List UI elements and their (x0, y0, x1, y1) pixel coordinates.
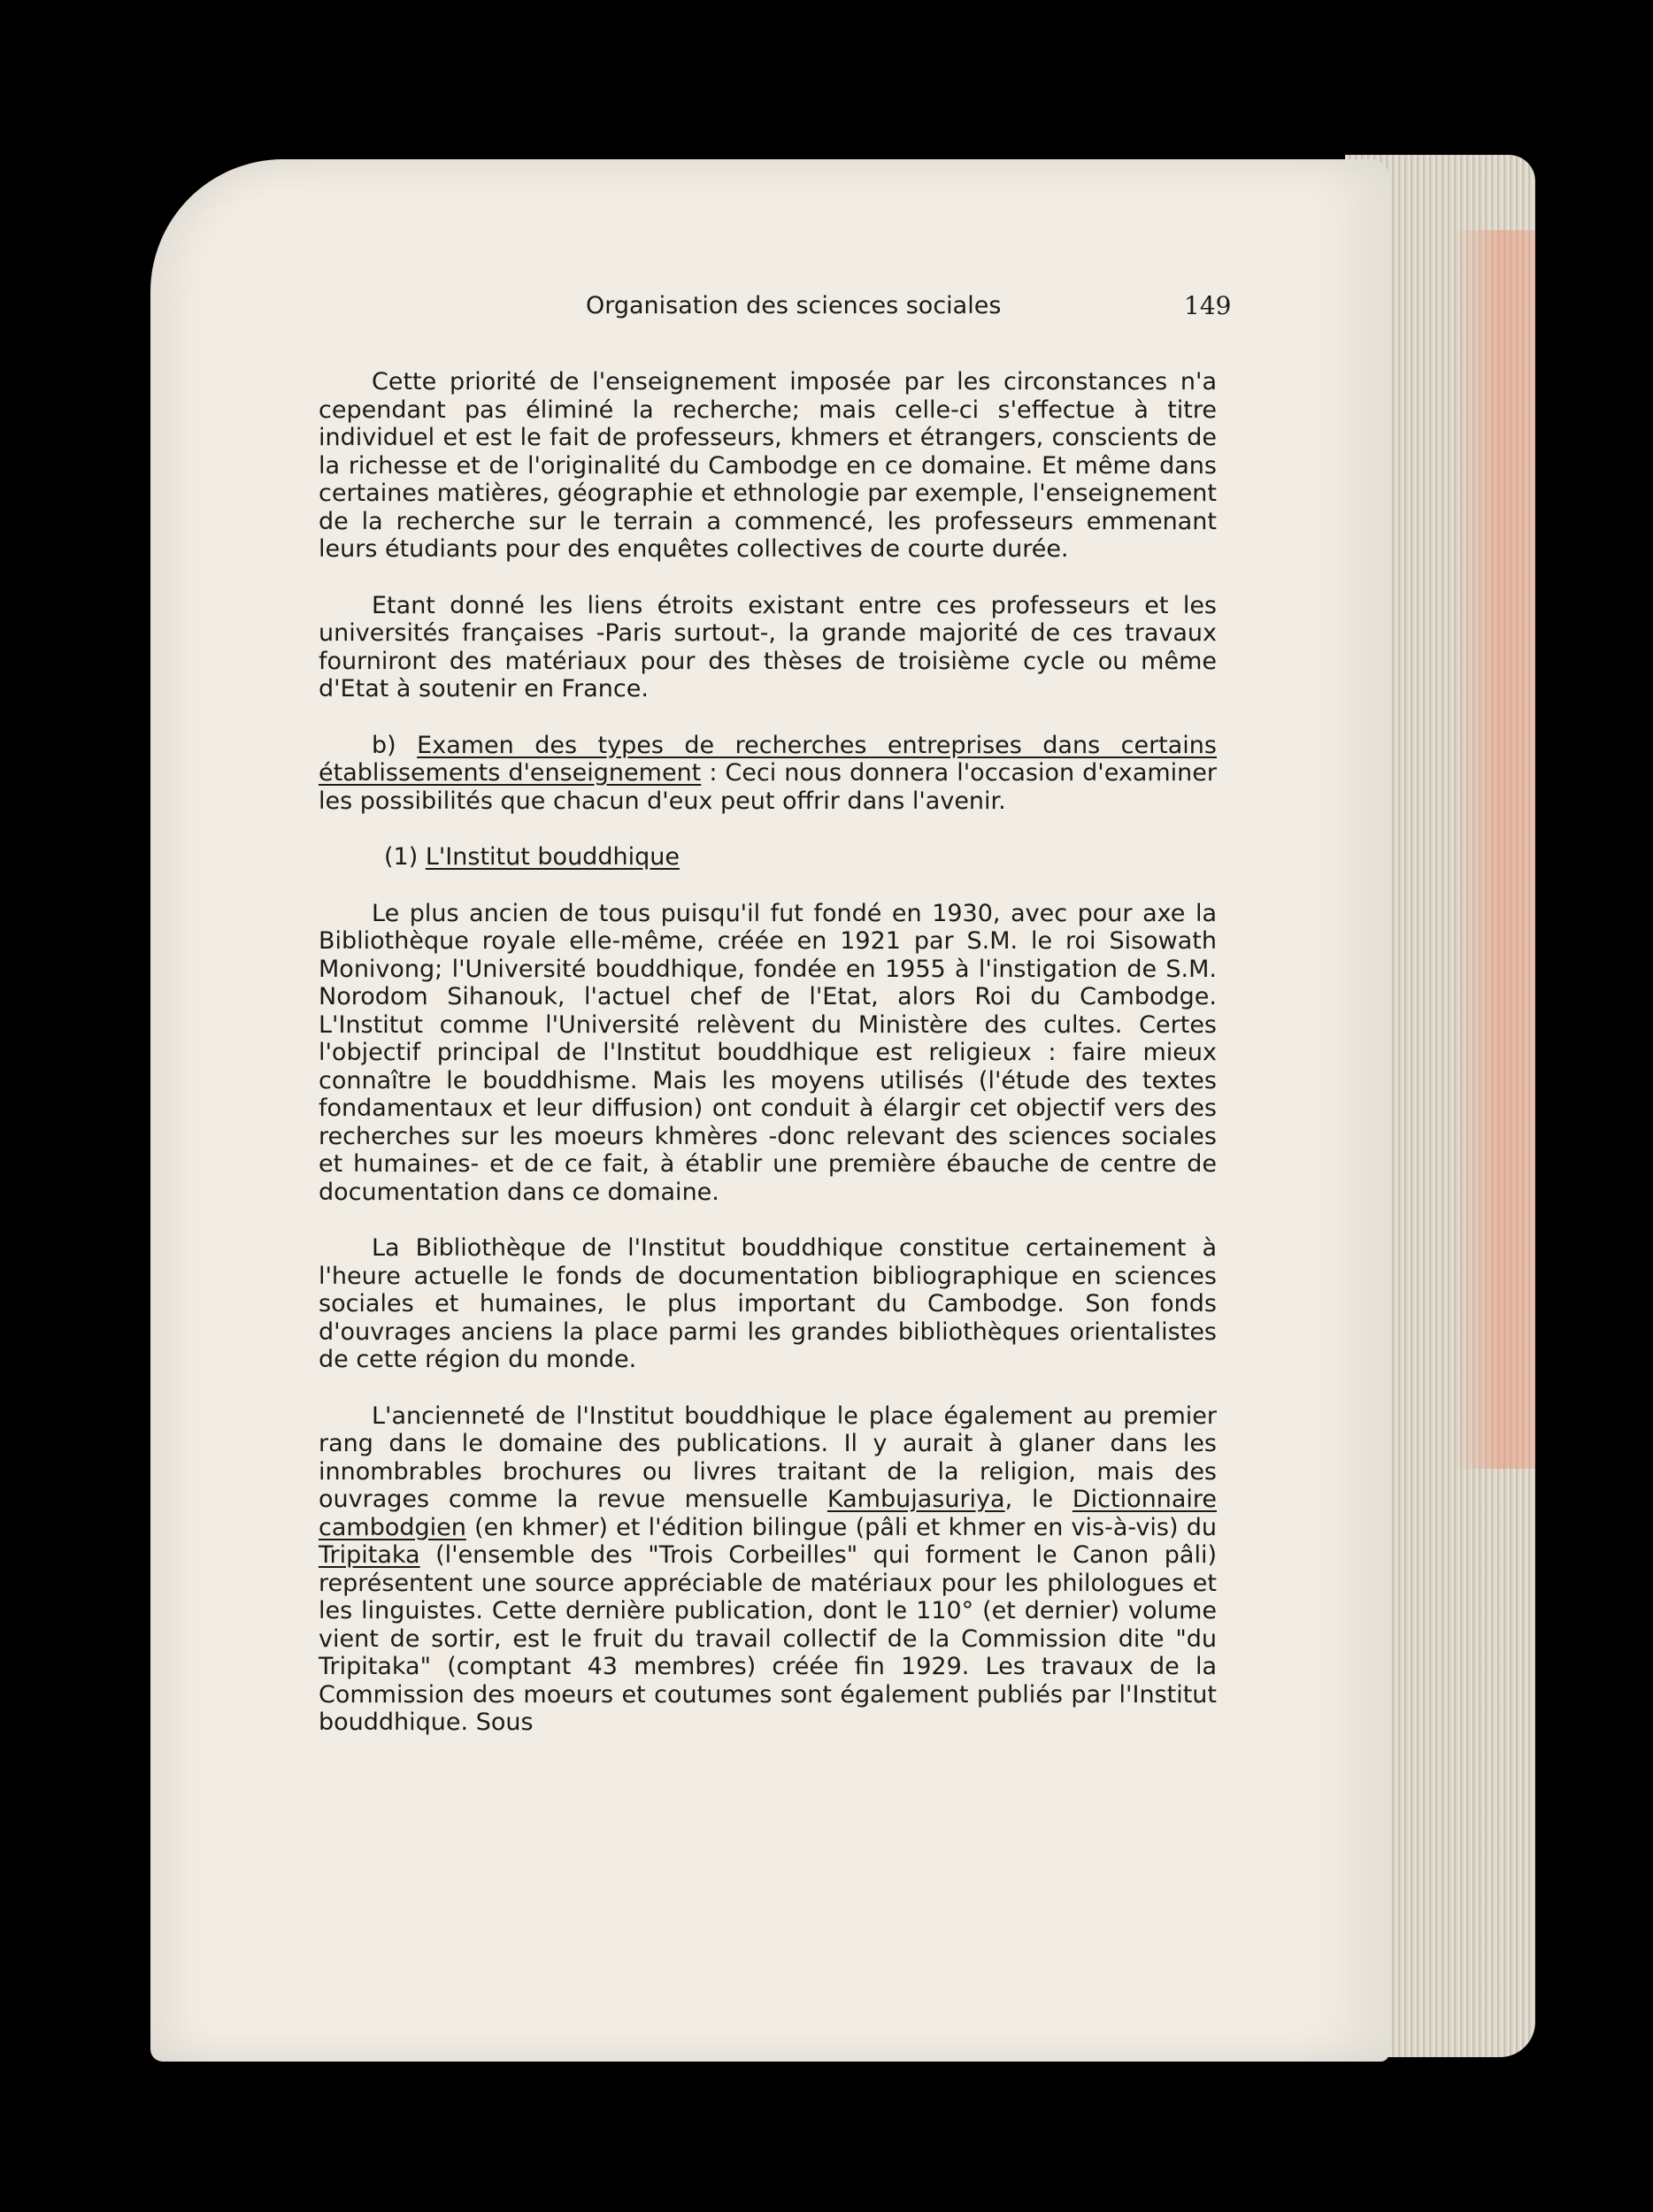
page-number: 149 (1184, 291, 1232, 320)
paragraph-6-part-c: (en khmer) et l'édition bilingue (pâli et khmer en vis-à-vis) du (474, 1513, 1217, 1541)
running-title: Organisation des sciences sociales (586, 292, 1002, 319)
section-number: (1) (384, 843, 419, 871)
paragraph-6-part-b: , le (1004, 1486, 1054, 1513)
title-tripitaka: Tripitaka (319, 1541, 420, 1569)
running-header (319, 291, 1232, 327)
paragraph-6-part-d: (l'ensemble des "Trois Corbeilles" qui forment le Canon pâli) représentent une source appréciable de matériaux pour les philologues et les linguistes. Cette dernière publication, dont le 110° (et dernier) volume vient de sortir, est le fruit du travail collectif de la Commission dite "du Tripitaka" (comptant 43 membres) créée fin 1929. Les travaux de la Commission des moeurs et coutumes sont également publiés par l'Institut bouddhique. Sous (319, 1541, 1217, 1736)
section-heading (319, 843, 1217, 872)
paragraph-1: Cette priorité de l'enseignement imposée par les circonstances n'a cependant pas éliminé la recherche; mais celle-ci s'effectue à titre individuel et est le fait de professeurs, khmers et étrangers, conscients de la richesse et de l'originalité du Cambodge en ce domaine. Et même dans certaines matières, géographie et ethnologie par exemple, l'enseignement de la recherche sur le terrain a commencé, les professeurs emmenant leurs étudiants pour des enquêtes collectives de courte durée. (319, 368, 1217, 563)
page-edge-reflection (1451, 230, 1535, 1469)
title-dictionnaire: Dictionnaire cambodgien (319, 1486, 1217, 1541)
list-marker: b) (372, 731, 396, 759)
section-title: L'Institut bouddhique (425, 843, 680, 871)
paragraph-3-text: : Ceci nous donnera l'occasion d'examiner les possibilités que chacun d'eux peut offrir dans l'avenir. (319, 759, 1217, 815)
page-text (319, 291, 1232, 1765)
paragraph-5: La Bibliothèque de l'Institut bouddhique constitue certainement à l'heure actuelle le fonds de documentation bibliographique en sciences sociales et humaines, le plus important du Cambodge. Son fonds d'ouvrages anciens la place parmi les grandes bibliothèques orientalistes de cette région du monde. (319, 1234, 1217, 1373)
subsection-heading: Examen des types de recherches entreprises dans certains établissements d'enseignement (319, 731, 1217, 787)
paragraph-2: Etant donné les liens étroits existant entre ces professeurs et les universités françaises -Paris surtout-, la grande majorité de ces travaux fourniront des matériaux pour des thèses de troisième cycle ou même d'Etat à soutenir en France. (319, 591, 1217, 703)
paragraph-6 (319, 1402, 1217, 1737)
paragraph-6-part-a: L'ancienneté de l'Institut bouddhique le place également au premier rang dans le domaine des publications. Il y aurait à glaner dans les innombrables brochures ou livres traitant de la religion, mais des ouvrages comme la revue mensuelle (319, 1402, 1217, 1513)
paragraph-4: Le plus ancien de tous puisqu'il fut fondé en 1930, avec pour axe la Bibliothèque royale elle-même, créée en 1921 par S.M. le roi Sisowath Monivong; l'Université bouddhique, fondée en 1955 à l'instigation de S.M. Norodom Sihanouk, l'actuel chef de l'Etat, alors Roi du Cambodge. L'Institut comme l'Université relèvent du Ministère des cultes. Certes l'objectif principal de l'Institut bouddhique est religieux : faire mieux connaître le bouddhisme. Mais les moyens utilisés (l'étude des textes fondamentaux et leur diffusion) ont conduit à élargir cet objectif vers des recherches sur les moeurs khmères -donc relevant des sciences sociales et humaines- et de ce fait, à établir une première ébauche de centre de documentation dans ce domaine. (319, 899, 1217, 1206)
paragraph-3 (319, 732, 1217, 816)
title-kambujasuriya: Kambujasuriya (826, 1486, 1005, 1513)
